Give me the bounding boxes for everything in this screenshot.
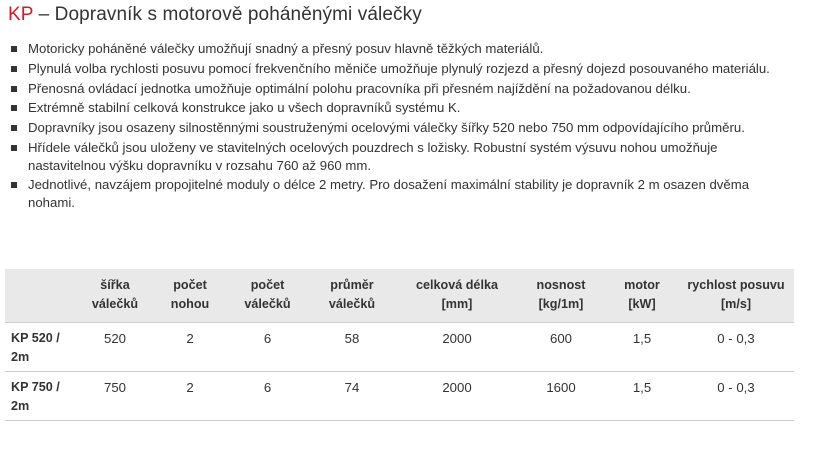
table-row [5, 323, 794, 372]
cell-model: KP 750 / 2m [5, 372, 79, 421]
header-cell-roller-width: šířka válečků [91, 278, 139, 311]
feature-text: Motoricky poháněné válečky umožňují snadný a přesný posuv hlavně těžkých materiálů. [28, 41, 544, 56]
feature-text: Dopravníky jsou osazeny silnostěnnými soustruženými ocelovými válečky šířky 520 nebo 750 mm odpovídajícího průměru. [28, 120, 745, 136]
table-row [5, 372, 794, 421]
cell-total-length: 2000 [398, 323, 516, 372]
feature-text: Jednotlivé, navzájem propojitelné moduly o délce 2 metry. Pro dosažení maximální stability je dopravník 2 m osazen dvěma nohami. [28, 177, 750, 210]
cell-load-capacity: 600 [516, 323, 606, 372]
list-item [8, 80, 798, 98]
header-cell-leg-count: počet nohou [170, 278, 210, 311]
header-cell-motor: motor [kW] [624, 278, 660, 311]
cell-leg-count: 2 [151, 323, 229, 372]
bullet-icon [11, 46, 17, 52]
cell-roller-count: 6 [229, 372, 306, 421]
bullet-icon [11, 105, 17, 111]
list-item [8, 176, 798, 211]
list-item [8, 99, 798, 117]
bullet-icon [11, 182, 17, 188]
feature-text: Hřídele válečků jsou uloženy ve stavitelných ocelových pouzdrech s ložisky. Robustní systém výsuvu nohou umožňuje nastavitelnou výšku dopravníku v rozsahu 760 až 960 mm. [28, 139, 718, 173]
feature-text: Plynulá volba rychlosti posuvu pomocí frekvenčního měniče umožňuje plynulý rozjezd a přesný dojezd posouvaného materiálu. [28, 60, 770, 76]
title-prefix: KP [8, 4, 34, 25]
cell-roller-diameter: 58 [306, 323, 398, 372]
bullet-icon [11, 145, 17, 151]
feature-text: Přenosná ovládací jednotka umožňuje optimální polohu pracovníka při přesném najíždění na požadovanou délku. [28, 80, 691, 96]
bullet-icon [11, 66, 17, 72]
list-item [8, 40, 798, 58]
cell-load-capacity: 1600 [516, 372, 606, 421]
cell-feed-speed: 0 - 0,3 [678, 372, 794, 421]
table-header-row [5, 269, 794, 323]
cell-roller-count: 6 [229, 323, 306, 372]
feature-list [8, 40, 798, 214]
cell-feed-speed: 0 - 0,3 [678, 323, 794, 372]
page-title [8, 4, 422, 26]
cell-motor: 1,5 [606, 323, 678, 372]
specs-table [5, 269, 794, 421]
cell-motor: 1,5 [606, 372, 678, 421]
header-cell-roller-diameter: průměr válečků [328, 278, 376, 311]
header-cell-roller-count: počet válečků [244, 278, 291, 311]
cell-total-length: 2000 [398, 372, 516, 421]
cell-roller-width: 520 [79, 323, 151, 372]
header-cell-load-capacity: nosnost [kg/1m] [536, 278, 586, 311]
feature-text: Extrémně stabilní celková konstrukce jako u všech dopravníků systému K. [28, 100, 461, 116]
header-cell-total-length: celková délka [mm] [416, 278, 498, 311]
list-item [8, 60, 798, 78]
title-text: – Dopravník s motorově poháněnými válečky [33, 4, 422, 25]
list-item [8, 139, 798, 174]
cell-model: KP 520 / 2m [5, 323, 79, 372]
bullet-icon [11, 86, 17, 92]
cell-leg-count: 2 [151, 372, 229, 421]
list-item [8, 119, 798, 137]
header-cell-feed-speed: rychlost posuvu [m/s] [687, 278, 785, 311]
header-cell-model [5, 269, 79, 323]
cell-roller-diameter: 74 [306, 372, 398, 421]
cell-roller-width: 750 [79, 372, 151, 421]
bullet-icon [11, 125, 17, 131]
